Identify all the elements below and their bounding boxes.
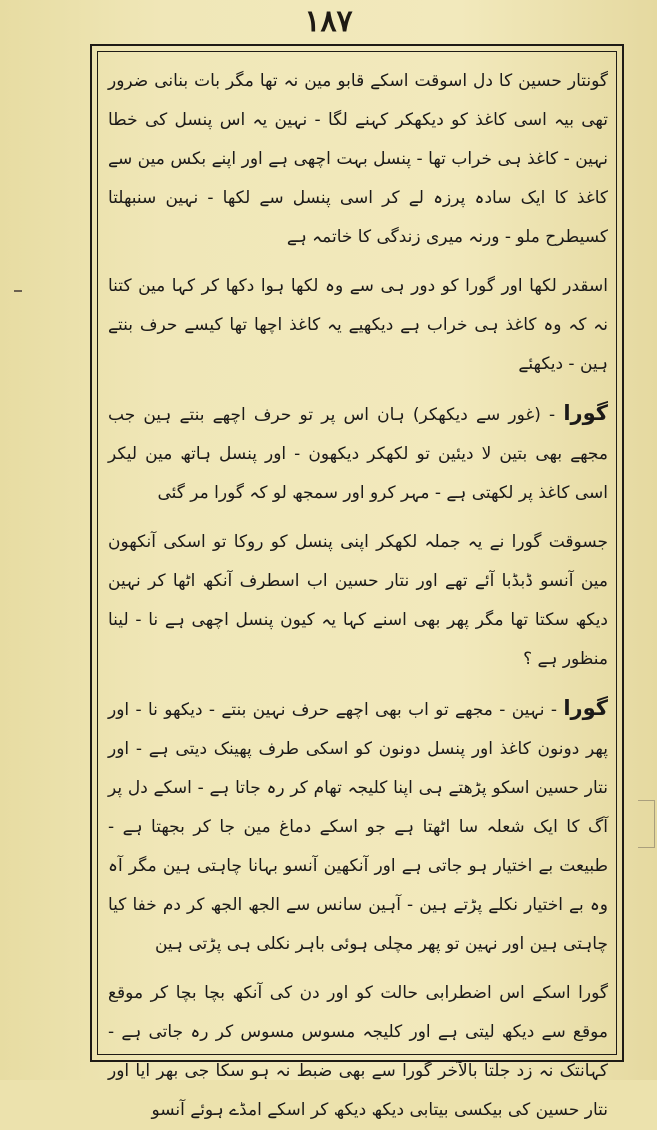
paragraph-1	[108, 62, 608, 257]
paragraph-3	[108, 394, 608, 513]
page-number: ۱۸۷	[304, 4, 353, 39]
urdu-text-body	[108, 62, 609, 1120]
paragraph-4	[108, 523, 608, 679]
speaker-name: گورا	[563, 401, 609, 425]
paragraph-text: جسوقت گورا نے یہ جملہ لکھکر اپنی پنسل کو روکا تو اسکی آنکھون مین آنسو ڈبڈبا آئے تھے اور نتار حسین اب اسطرف آنکھ اٹھا کر نہین دیکھ سکتا تھا مگر پھر بھی اسنے کہا یہ کیون پنسل اچھی ہے نا - لینا منظور ہے ؟	[108, 532, 608, 669]
speaker-name: گورا	[563, 696, 609, 720]
paragraph-2	[108, 267, 608, 384]
paragraph-text: - نہین - مجھے تو اب بھی اچھے حرف نہین بنتے - دیکھو نا - اور پھر دونون کاغذ اور پنسل دونون کو اسکی طرف پھینک دیتی ہے - اور نتار حسین اسکو پڑھتے ہی اپنا کلیجہ تھام کر رہ جاتا ہے - اسکے دل پر آگ کا ایک شعلہ سا اٹھتا ہے جو اسکے دماغ مین جا کر بجھتا ہے - طبیعت بے اختیار ہو جاتی ہے اور آنکھین آنسو بہانا چاہتی ہین مگر آہ وہ بے اختیار نکلے پڑتے ہین - آہین سانس سے الجھ الجھ کر دم خفا کیا چاہتی ہین اور نہین تو پھر مچلی ہوئی باہر نکلی ہی پڑتی ہین	[108, 700, 608, 954]
margin-mark	[14, 290, 22, 292]
paragraph-text: گورا اسکے اس اضطرابی حالت کو اور دن کی آنکھ بچا بچا کر موقع موقع سے دیکھ لیتی ہے اور کلیجہ مسوس مسوس کر رہ جاتی ہے - کہانتک نہ زد جلتا بالآخر گورا سے بھی ضبط نہ ہو سکا جی بھر آیا اور نتار حسین کی بیکسی بیتابی دیکھ دیکھ کر اسکے امڈے ہوئے آنسو	[108, 983, 608, 1120]
margin-tab-mark	[638, 800, 655, 848]
paragraph-text: گونتار حسین کا دل اسوقت اسکے قابو مین نہ تھا مگر بات بنانی ضرور تھی بیہ اسی کاغذ کو دیکھکر کہنے لگا - نہین یہ اس پنسل کی خطا نہین - کاغذ ہی خراب تھا - پنسل بہت اچھی ہے اور اپنے بکس مین سے کاغذ کا ایک سادہ پرزہ لے کر اسی پنسل سے لکھا - نہین سنبھلتا کسیطرح ملو - ورنہ میری زندگی کا خاتمہ ہے	[108, 71, 608, 247]
paragraph-6	[108, 974, 608, 1130]
paragraph-5	[108, 689, 608, 964]
paragraph-text: اسقدر لکھا اور گورا کو دور ہی سے وہ لکھا ہوا دکھا کر کہا مین کتنا نہ کہ وہ کاغذ ہی خراب ہے دیکھیے یہ کاغذ اچھا تھا کیسے حرف بنتے ہین - دیکھئے	[108, 276, 608, 374]
paragraph-text: - (غور سے دیکھکر) ہان اس پر تو حرف اچھے بنتے ہین جب مجھے بھی بتین لا دیئین تو لکھکر دیکھون - اور پنسل ہاتھ مین لیکر اسی کاغذ پر لکھتی ہے - مہر کرو اور سمجھ لو کہ گورا مر گئی	[108, 405, 608, 503]
